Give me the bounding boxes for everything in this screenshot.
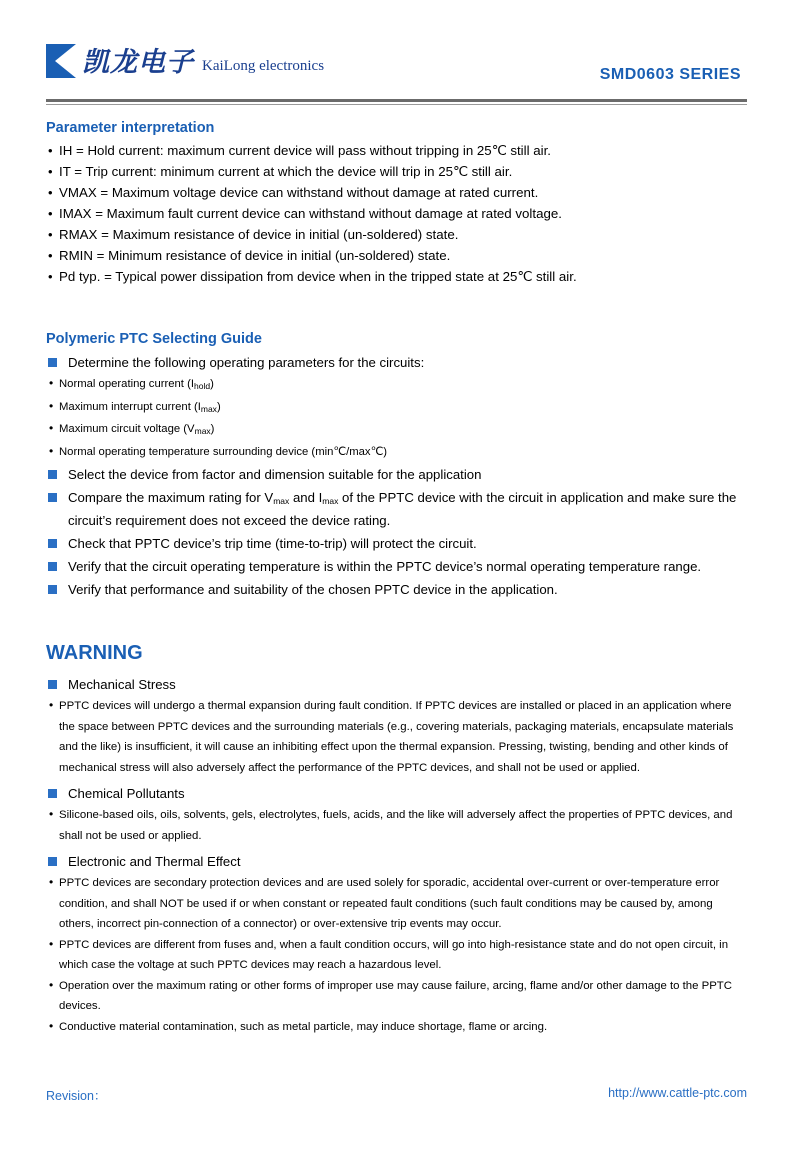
selecting-guide-title: Polymeric PTC Selecting Guide xyxy=(46,331,262,347)
list-item: Check that PPTC device’s trip time (time-to-trip) will protect the circuit. xyxy=(46,534,747,554)
selecting-guide-step1: Determine the following operating parameters for the circuits: xyxy=(46,353,747,373)
header-divider xyxy=(46,99,747,102)
company-name-cn: 凯龙电子 xyxy=(82,47,194,78)
list-item: • IT = Trip current: minimum current at which the device will trip in 25℃ still air. xyxy=(46,161,747,182)
electronic-thermal-paragraph: • Conductive material contamination, such as metal particle, may induce shortage, flame or arcing. xyxy=(46,1017,747,1038)
revision-label: Revision： xyxy=(46,1089,107,1103)
list-item: Verify that performance and suitability of the chosen PPTC device in the application. xyxy=(46,580,747,600)
chemical-pollutants-body: • Silicone-based oils, oils, solvents, gels, electrolytes, fuels, acids, and the like will adversely affect the properties of PPTC devices, and shall not be used or applied. xyxy=(46,805,747,846)
selecting-guide-steps xyxy=(46,465,747,600)
header-divider-thin xyxy=(46,104,747,105)
electronic-thermal-paragraph: • PPTC devices are secondary protection devices and are used solely for sporadic, accidental over-current or over-temperature error condition, and shall NOT be used if or when constant or repeated fault conditions (such fault conditions may be caused by, among others, incorrect pin-connection of a connector) or over-extensive trip events may occur. xyxy=(46,873,747,935)
list-item: • Pd typ. = Typical power dissipation from device when in the tripped state at 25℃ still air. xyxy=(46,266,747,287)
electronic-thermal-paragraph: • PPTC devices are different from fuses and, when a fault condition occurs, will go into high-resistance state and do not open circuit, in which case the voltage at such PPTC devices may reach a hazardous level. xyxy=(46,935,747,976)
list-item: • VMAX = Maximum voltage device can withstand without damage at rated current. xyxy=(46,182,747,203)
list-item: • Normal operating temperature surrounding device (min℃/max℃) xyxy=(46,442,747,463)
mechanical-stress-body: • PPTC devices will undergo a thermal expansion during fault condition. If PPTC devices are installed or placed in an application where the space between PPTC devices and the surrounding materials (e.g., covering materials, packaging materials, encapsulate materials and the like) is insufficient, it will cause an inhibiting effect upon the thermal expansion. Pressing, twisting, bending and other kinds of mechanical stress will also adversely affect the performance of the PPTC devices, and shall not be used or applied. xyxy=(46,696,747,778)
list-item: • Maximum circuit voltage $(V_{max})$ xyxy=(46,419,747,442)
electronic-thermal-paragraph: • Operation over the maximum rating or other forms of improper use may cause failure, arcing, flame and/or other damage to the PPTC devices. xyxy=(46,976,747,1017)
company-logo xyxy=(46,44,324,78)
document-page xyxy=(0,44,793,1166)
series-title: SMD0603 SERIES xyxy=(599,66,741,83)
parameter-interpretation-list xyxy=(46,140,747,287)
list-item: • RMAX = Maximum resistance of device in initial (un-soldered) state. xyxy=(46,224,747,245)
company-name-en: KaiLong electronics xyxy=(202,58,325,74)
list-item: • Normal operating current $(I_{hold})$ xyxy=(46,374,747,397)
electronic-thermal-heading: Electronic and Thermal Effect xyxy=(46,852,747,872)
list-item: • Maximum interrupt current $(I_{max})$ xyxy=(46,397,747,420)
list-item: Compare the maximum rating for $V_{max}$ and $I_{max}$ of the PPTC device with the circuit in application and make sure the circuit’s requirement does not exceed the device rating. xyxy=(46,488,747,531)
mechanical-stress-heading: Mechanical Stress xyxy=(46,675,747,695)
chemical-pollutants-heading: Chemical Pollutants xyxy=(46,784,747,804)
page-footer xyxy=(46,1086,747,1104)
parameter-interpretation-title: Parameter interpretation xyxy=(46,120,215,136)
list-item: • IMAX = Maximum fault current device can withstand without damage at rated voltage. xyxy=(46,203,747,224)
selecting-guide-parameters xyxy=(46,374,747,462)
list-item: • RMIN = Minimum resistance of device in initial (un-soldered) state. xyxy=(46,245,747,266)
warning-title: WARNING xyxy=(46,642,143,664)
list-item: • IH = Hold current: maximum current device will pass without tripping in 25℃ still air. xyxy=(46,140,747,161)
page-header xyxy=(46,44,747,106)
list-item: Verify that the circuit operating temperature is within the PPTC device’s normal operating temperature range. xyxy=(46,557,747,577)
website-url[interactable]: http://www.cattle-ptc.com xyxy=(608,1086,747,1100)
list-item: Select the device from factor and dimension suitable for the application xyxy=(46,465,747,485)
kailong-k-icon xyxy=(46,44,78,78)
